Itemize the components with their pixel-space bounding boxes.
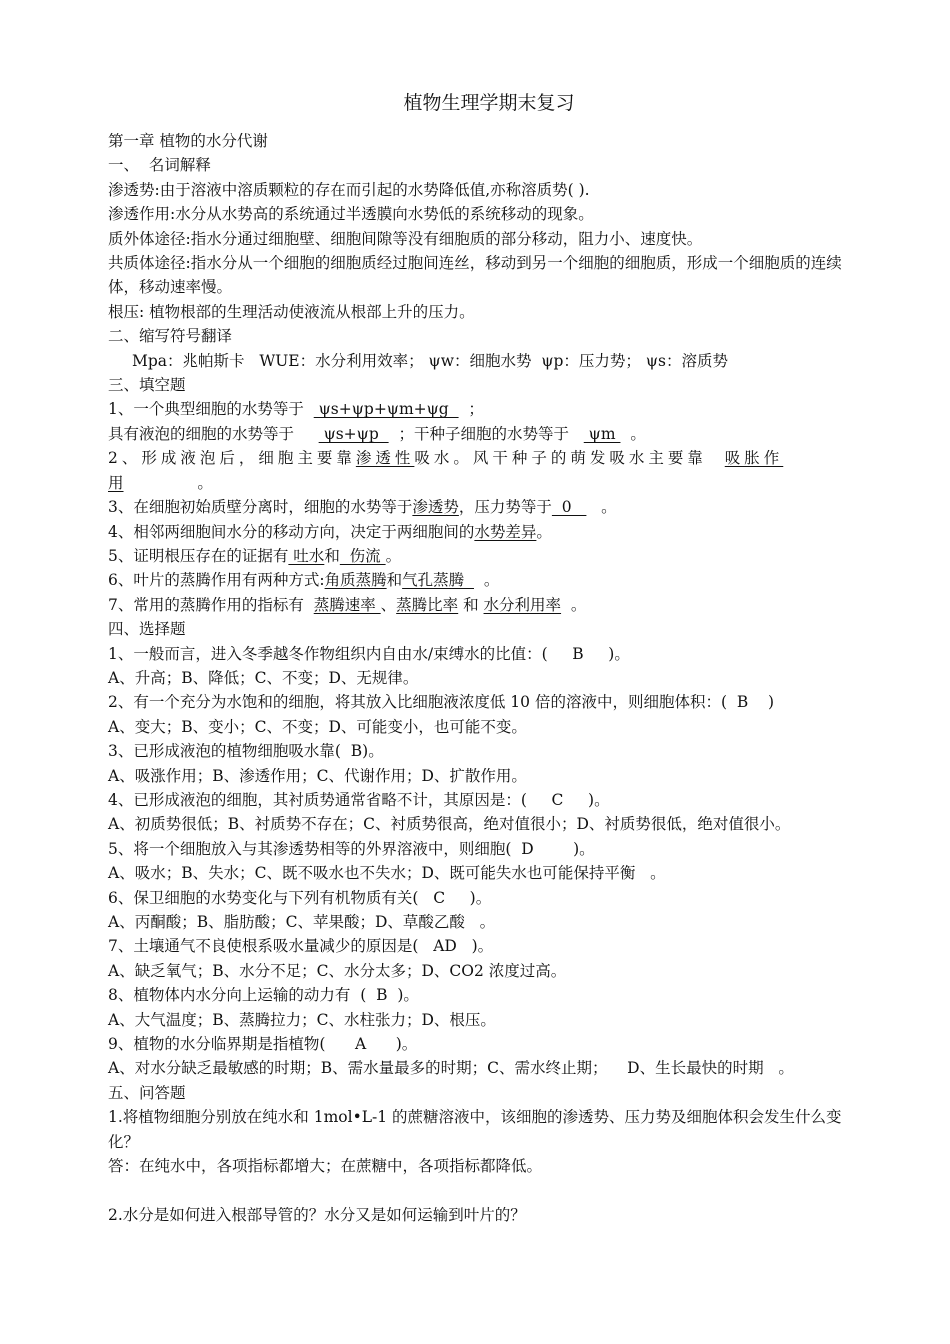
abbrev-line: Mpa：兆帕斯卡 WUE：水分利用效率； ψw：细胞水势 ψp：压力势； ψs：溶质势 [132,351,728,370]
qa-answer: 答：在纯水中，各项指标都增大；在蔗糖中，各项指标都降低。 [108,1157,543,1176]
fill-answer: 蒸腾比率 [396,595,459,614]
choice-question: 3、已形成液泡的植物细胞吸水靠( B)。 [108,742,384,761]
section-heading-choice: 四、选择题 [108,620,186,639]
fill-question-6: 6、叶片的蒸腾作用有两种方式:角质蒸腾和气孔蒸腾 。 [108,571,500,590]
choice-question: 7、土壤通气不良使根系吸水量减少的原因是( AD )。 [108,937,494,956]
choice-question: 1、一般而言，进入冬季越冬作物组织内自由水/束缚水的比值：( B )。 [108,644,630,663]
choice-question: 5、将一个细胞放入与其渗透势相等的外界溶液中，则细胞( D )。 [108,839,595,858]
fill-answer: 水分利用率 [483,595,562,614]
qa-question: 2.水分是如何进入根部导管的？水分又是如何运输到叶片的？ [108,1205,526,1224]
fill-answer: 角质蒸腾 [324,571,387,590]
choice-options: A、初质势很低；B、衬质势不存在；C、衬质势很高，绝对值很小；D、衬质势很低，绝对值很小。 [108,815,791,834]
fill-answer: 用 [108,473,124,492]
page-title: 植物生理学期末复习 [403,92,575,114]
choice-options: A、丙酮酸；B、脂肪酸；C、苹果酸；D、草酸乙酸 。 [108,913,496,931]
fill-answer: 吸胀作 [724,449,784,468]
fill-answer: ψs+ψp [318,424,389,443]
term-definition: 共质体途径:指水分从一个细胞的细胞质经过胞间连丝，移动到另一个细胞的细胞质，形成一个细胞质的连续体，移动速率慢。 [108,254,842,297]
fill-question-4: 4、相邻两细胞间水分的移动方向，决定于两细胞间的水势差异。 [108,522,552,541]
qa-question: 1.将植物细胞分别放在纯水和 1mol•L-1 的蔗糖溶液中，该细胞的渗透势、压力势及细胞体积会发生什么变化？ [108,1108,842,1151]
term-definition: 根压: 植物根部的生理活动使液流从根部上升的压力。 [108,302,475,321]
fill-question-7: 7、常用的蒸腾作用的指标有 蒸腾速率 、蒸腾比率 和 水分利用率 。 [108,595,587,614]
section-heading-fill: 三、填空题 [108,376,186,395]
fill-question-2: 2、形成液泡后，细胞主要靠渗透性吸水。风干种子的萌发吸水主要靠 吸胀作 [108,449,784,468]
term-definition: 质外体途径:指水分通过细胞壁、细胞间隙等没有细胞质的部分移动，阻力小、速度快。 [108,229,703,248]
fill-answer: 渗透性 [355,449,415,468]
fill-answer: ψm [583,424,621,443]
blank-line [108,1178,860,1202]
fill-answer: 水势差异 [474,522,537,541]
chapter-heading: 第一章 植物的水分代谢 [108,132,268,150]
fill-answer: ψs+ψp+ψm+ψg [313,400,459,419]
fill-answer: 气孔蒸腾 [402,571,474,590]
section-heading-qa: 五、问答题 [108,1083,186,1102]
fill-question-1b: 具有液泡的细胞的水势等于 ψs+ψp ；干种子细胞的水势等于 ψm 。 [108,424,646,443]
term-definition: 渗透势:由于溶液中溶质颗粒的存在而引起的水势降低值,亦称溶质势( ). [108,180,590,199]
fill-answer: 0 [551,498,587,517]
choice-options: A、缺乏氧气；B、水分不足；C、水分太多；D、CO2 浓度过高。 [108,961,567,980]
choice-options: A、对水分缺乏最敏感的时期；B、需水量最多的时期；C、需水终止期； D、生长最快的时期 。 [108,1059,794,1078]
choice-question: 6、保卫细胞的水势变化与下列有机物质有关( C )。 [108,888,492,907]
fill-question-5: 5、证明根压存在的证据有 吐水和 伤流 。 [108,546,402,565]
section-heading-terms: 一、 名词解释 [108,156,211,175]
fill-question-3: 3、在细胞初始质壁分离时，细胞的水势等于渗透势，压力势等于 0 。 [108,498,617,517]
choice-question: 8、植物体内水分向上运输的动力有 ( B )。 [108,986,419,1005]
choice-options: A、吸水；B、失水；C、既不吸水也不失水；D、既可能失水也可能保持平衡 。 [108,864,666,883]
fill-answer: 渗透势 [412,498,459,517]
fill-question-1a: 1、一个典型细胞的水势等于 ψs+ψp+ψm+ψg ； [108,400,484,419]
fill-answer: 伤流 [339,546,386,565]
choice-options: A、吸涨作用；B、渗透作用；C、代谢作用；D、扩散作用。 [108,766,527,785]
choice-question: 4、已形成液泡的细胞，其衬质势通常省略不计，其原因是：( C )。 [108,790,610,809]
fill-answer: 吐水 [288,546,325,565]
choice-options: A、升高；B、降低；C、不变；D、无规律。 [108,668,419,687]
choice-options: A、大气温度；B、蒸腾拉力；C、水柱张力；D、根压。 [108,1010,496,1029]
section-heading-abbrev: 二、缩写符号翻译 [108,327,233,346]
term-definition: 渗透作用:水分从水势高的系统通过半透膜向水势低的系统移动的现象。 [108,205,594,224]
choice-question: 2、有一个充分为水饱和的细胞，将其放入比细胞液浓度低 10 倍的溶液中，则细胞体积：( B ) [108,693,774,712]
choice-options: A、变大；B、变小；C、不变；D、可能变小，也可能不变。 [108,717,527,736]
fill-answer: 蒸腾速率 [313,595,381,614]
choice-question: 9、植物的水分临界期是指植物( A )。 [108,1035,418,1054]
fill-question-2-cont: 用 。 [108,473,213,492]
